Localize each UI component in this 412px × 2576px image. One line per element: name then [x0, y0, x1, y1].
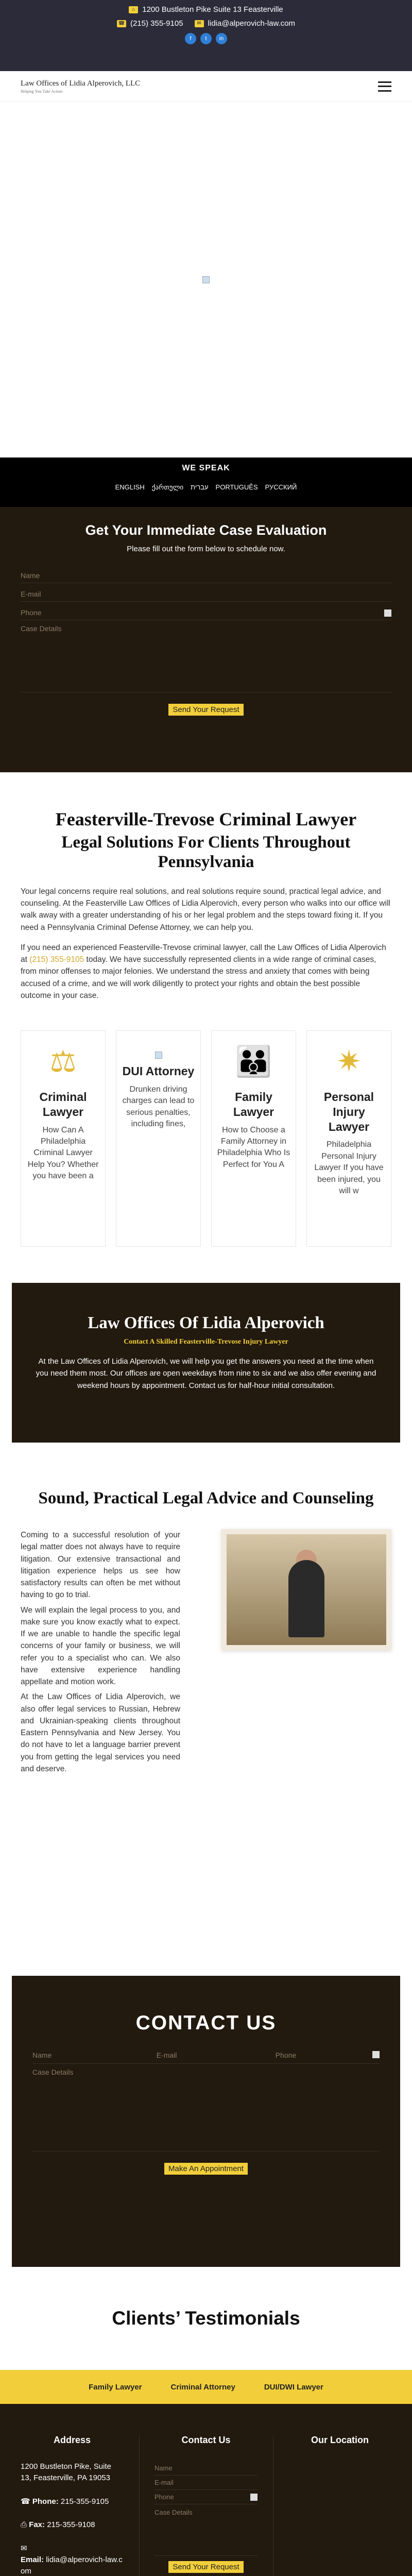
offices-subtitle: Contact A Skilled Feasterville-Trevose Injury Lawyer	[124, 1338, 288, 1346]
footer-email: ✉ Email: lidia@alperovich-law.com	[21, 2544, 123, 2575]
injury-icon: ✷	[336, 1045, 362, 1079]
mail-icon: ✉	[21, 2544, 27, 2553]
hero-banner	[0, 102, 412, 457]
evaluation-title: Get Your Immediate Case Evaluation	[85, 522, 327, 538]
logo-tagline: Helping You Take Action	[21, 89, 63, 94]
site-footer	[0, 2404, 412, 2576]
contact-phone-field[interactable]: Phone	[276, 2051, 380, 2059]
footer-address-col	[21, 2435, 124, 2576]
criminal-lawyer-intro	[0, 772, 412, 1025]
attorney-photo	[221, 1529, 391, 1650]
contact-name-field[interactable]: Name	[32, 2051, 52, 2060]
autofill-icon	[384, 609, 391, 617]
language-item[interactable]: עברית	[191, 483, 209, 491]
card-text: How Can A Philadelphia Criminal Lawyer Help You? Whether you have been a	[27, 1125, 99, 1181]
card-title: Personal Injury Lawyer	[323, 1090, 374, 1133]
contact-section	[12, 1976, 400, 2267]
twitter-icon[interactable]: t	[200, 33, 212, 44]
name-field[interactable]: Name	[21, 565, 391, 583]
footer-email-link[interactable]: lidia@alperovich-law.com	[21, 2555, 123, 2575]
top-phone-link[interactable]: (215) 355-9105	[130, 19, 183, 28]
footer-email-field[interactable]: E-mail	[154, 2476, 258, 2490]
gavel-icon: ⚖	[49, 1045, 77, 1079]
practice-card-dui[interactable]	[116, 1030, 201, 1247]
phone-field[interactable]	[21, 602, 391, 620]
contact-email-field[interactable]: E-mail	[156, 2051, 177, 2060]
language-item[interactable]: ქართული	[151, 483, 184, 491]
facebook-icon[interactable]: f	[185, 33, 196, 44]
email-field[interactable]: E-mail	[21, 583, 391, 602]
hero-image-icon	[202, 276, 210, 283]
family-lawyer-link[interactable]: Family Lawyer	[89, 2382, 142, 2392]
family-icon: 👪	[235, 1045, 272, 1079]
intro-phone-link[interactable]: (215) 355-9105	[29, 955, 84, 964]
offices-title: Law Offices Of Lidia Alperovich	[88, 1314, 324, 1333]
practice-card-injury[interactable]	[306, 1030, 391, 1247]
footer-send-button[interactable]: Send Your Request	[168, 2561, 243, 2573]
contact-title: CONTACT US	[135, 2012, 277, 2035]
card-title: Criminal Lawyer	[39, 1090, 87, 1118]
dui-lawyer-link[interactable]: DUI/DWI Lawyer	[264, 2382, 323, 2392]
practice-card-family[interactable]	[211, 1030, 296, 1247]
social-links	[0, 33, 412, 44]
site-logo[interactable]	[21, 79, 140, 94]
language-item[interactable]: РУССКИЙ	[265, 483, 297, 491]
image-icon	[138, 1041, 179, 1057]
advice-paragraph-2: We will explain the legal process to you, and make sure you know exactly what to expect. If we are unable to handle the specific legal concerns of your family or business, we will refer you to a specialist who can. We also have extensive experience handling appellate and motion work.	[21, 1605, 180, 1687]
footer-phone: ☎ Phone: 215-355-9105	[21, 2497, 109, 2506]
evaluation-subtitle: Please fill out the form below to schedule now.	[127, 545, 285, 553]
footer-phone-field[interactable]: Phone	[154, 2490, 258, 2504]
linkedin-icon[interactable]: in	[216, 33, 227, 44]
footer-details-field[interactable]: Case Details	[154, 2504, 258, 2556]
testimonials-section	[0, 2267, 412, 2370]
card-text: Philadelphia Personal Injury Lawyer If you have been injured, you will w	[314, 1140, 384, 1195]
contact-row	[0, 19, 412, 28]
practice-links-bar	[0, 2370, 412, 2404]
intro-paragraph-1: Your legal concerns require real solutions, and real solutions require sound, practical legal advice, and counseling. At the Feasterville Law Offices of Lidia Alperovich, every person who walks into our office will walk away with a greater understanding of his or her legal problem and the steps toward fixing it. If you need a Pennsylvania Criminal Defense Attorney, we can help you.	[21, 887, 390, 932]
send-request-button[interactable]: Send Your Request	[168, 704, 243, 716]
card-text: How to Choose a Family Attorney in Philadelphia Who Is Perfect for You A	[217, 1125, 290, 1169]
language-item[interactable]: ENGLISH	[115, 483, 145, 491]
phone-icon: ☎	[117, 20, 126, 27]
card-text: Drunken driving charges can lead to serious penalties, including fines,	[122, 1084, 195, 1129]
contact-fields-row	[32, 2051, 380, 2064]
location-icon: ⌂	[129, 6, 138, 13]
language-item[interactable]: PORTUGUÊS	[215, 483, 258, 491]
contact-details-field[interactable]: Case Details	[32, 2064, 380, 2151]
advice-paragraph-3: At the Law Offices of Lidia Alperovich, we also offer legal services to Russian, Hebrew and Ukrainian-speaking clients throughout Eastern Pennsylvania and New Jersey. You do not have to let a language barrier prevent you from getting the legal services you need and deserve.	[21, 1692, 180, 1773]
languages-section	[0, 457, 412, 507]
fax-icon: ⎙	[21, 2520, 29, 2530]
intro-subtitle: Legal Solutions For Clients Throughout Pennsylvania	[61, 833, 351, 871]
advice-text	[21, 1529, 180, 1778]
law-offices-section	[12, 1283, 400, 1443]
testimonials-title: Clients’ Testimonials	[112, 2308, 300, 2329]
intro-paragraph-2: If you need an experienced Feasterville-Trevose criminal lawyer, call the Law Offices of Lidia Alperovich at (215) 355-9105 today. We have successfully represented clients in a wide range of criminal cases, from minor offenses to major felonies. We understand the stress and anxiety that comes with being accused of a crime, and we will work diligently to protect your rights and obtain the best possible outcome in your case.	[21, 943, 386, 1000]
offices-text: At the Law Offices of Lidia Alperovich, we will help you get the answers you need at the time when you need them most. Our offices are open weekdays from nine to six and we also offer evening and weekend hours by appointment. Contact us for half-hour initial consultation.	[36, 1357, 376, 1390]
footer-fax: ⎙ Fax: 215-355-9108	[21, 2520, 95, 2530]
case-details-field[interactable]: Case Details	[21, 620, 391, 692]
practice-areas	[0, 1025, 412, 1283]
top-email-link[interactable]: lidia@alperovich-law.com	[208, 19, 296, 28]
footer-name-field[interactable]: Name	[154, 2461, 258, 2476]
phone-icon: ☎	[21, 2497, 32, 2506]
footer-location-title: Our Location	[311, 2435, 369, 2446]
top-contact-bar	[0, 0, 412, 71]
site-header	[0, 71, 412, 102]
footer-address: 1200 Bustleton Pike, Suite 13, Feasterville, PA 19053	[21, 2462, 111, 2482]
footer-location-col	[288, 2435, 391, 2576]
intro-title: Feasterville-Trevose Criminal Lawyer	[55, 809, 357, 829]
make-appointment-button[interactable]: Make An Appointment	[164, 2163, 248, 2175]
footer-phone-link[interactable]: 215-355-9105	[60, 2497, 109, 2506]
advice-title: Sound, Practical Legal Advice and Counseling	[38, 1489, 374, 1508]
card-title: DUI Attorney	[122, 1064, 195, 1078]
address-row	[0, 5, 412, 14]
languages-title: WE SPEAK	[182, 464, 230, 472]
advice-paragraph-1: Coming to a successful resolution of your legal matter does not always have to require litigation. Our extensive transactional and litigation experience helps us see how satisfactory results can often be met without having to go to trial.	[21, 1531, 180, 1600]
card-title: Family Lawyer	[233, 1090, 274, 1118]
advice-section	[0, 1443, 412, 1976]
autofill-icon	[250, 2494, 258, 2501]
menu-toggle-icon[interactable]	[378, 81, 391, 92]
footer-address-title: Address	[53, 2435, 91, 2446]
language-list	[0, 483, 412, 492]
mail-icon: ✉	[195, 20, 204, 27]
case-evaluation-section	[0, 507, 412, 772]
practice-card-criminal[interactable]	[21, 1030, 106, 1247]
footer-contact-title: Contact Us	[181, 2435, 231, 2446]
logo-text: Law Offices of Lidia Alperovich, LLC	[21, 79, 141, 88]
phone-field-label: Phone	[21, 608, 42, 617]
criminal-attorney-link[interactable]: Criminal Attorney	[170, 2382, 235, 2392]
autofill-icon	[372, 2051, 380, 2058]
footer-contact-col	[154, 2435, 258, 2576]
top-address: 1200 Bustleton Pike Suite 13 Feasterville	[142, 5, 283, 14]
